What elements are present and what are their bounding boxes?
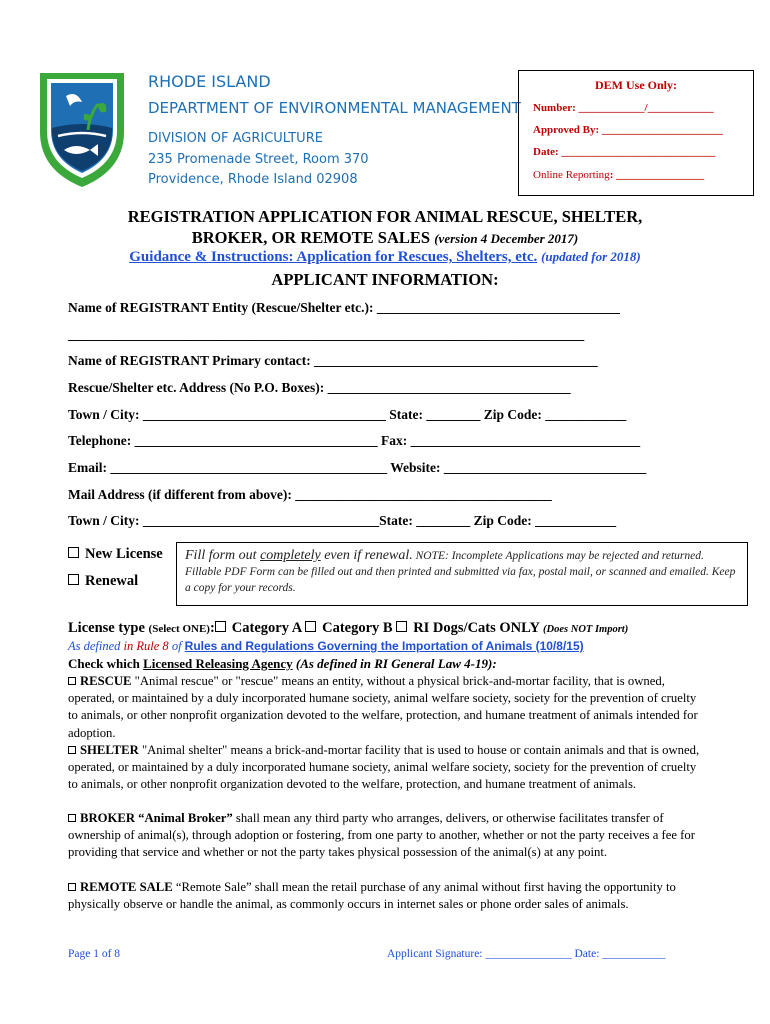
- does-not-import-note: (Does NOT Import): [543, 624, 629, 635]
- guidance-row: [0, 249, 770, 266]
- dem-approved-field[interactable]: Approved By: ______________________: [533, 124, 723, 136]
- instr-lead: Fill form out: [185, 548, 261, 563]
- check-p1: Check which: [68, 656, 144, 671]
- shelter-definition: [68, 742, 708, 794]
- town-state-zip-field[interactable]: Town / City: ____________________________________ State: ________ Zip Code: ____________: [68, 407, 627, 422]
- instr-renewal: even if renewal.: [320, 548, 413, 563]
- registrant-entity-continued[interactable]: ________________________________________________________________________________: [68, 327, 585, 342]
- shelter-term: SHELTER: [80, 743, 139, 757]
- category-b-label: Category B: [322, 620, 397, 636]
- page-number: Page 1 of 8: [68, 948, 121, 960]
- dem-online-label: Online Reporting: [533, 169, 610, 181]
- form-title-main: BROKER, OR REMOTE SALES: [191, 228, 431, 247]
- instr-completely: completely: [260, 548, 321, 563]
- address-field[interactable]: Rescue/Shelter etc. Address (No P.O. Boxes): ____________________________________: [68, 380, 571, 395]
- ri-dem-logo: [36, 70, 128, 190]
- broker-checkbox[interactable]: [68, 814, 76, 822]
- license-type-label: License type: [68, 620, 149, 636]
- shelter-text: "Animal shelter" means a brick-and-mortar facility that is used to house or contain animals and that is owned, operated, or maintained by a duly incorporated humane society, animal welfare society, society for the prevention of cruelty to animals, or other nonprofit organization devoted to the welfare, protection, and humane treatment of animals.: [68, 743, 700, 792]
- instr-note: NOTE: Incomplete Applications may be rejected and returned. Fillable PDF Form can be filled out and then printed and submitted via fax, postal mail, or scanned and emailed. Keep a copy for your records.: [185, 550, 736, 594]
- guidance-note: (updated for 2018): [541, 249, 641, 264]
- rescue-checkbox[interactable]: [68, 677, 76, 685]
- rescue-definition: [68, 673, 708, 742]
- section-applicant-info: APPLICANT INFORMATION:: [271, 270, 499, 289]
- check-agency-heading: [68, 656, 497, 672]
- org-state: RHODE ISLAND: [148, 72, 271, 91]
- rule-reference: [68, 639, 584, 654]
- category-a-label: Category A: [231, 620, 306, 636]
- new-license-label: New License: [85, 546, 163, 562]
- ri-dogs-cats-label: RI Dogs/Cats ONLY: [413, 620, 544, 636]
- rules-regulations-link[interactable]: Rules and Regulations Governing the Importation of Animals (10/8/15): [184, 639, 584, 653]
- remote-sale-checkbox[interactable]: [68, 883, 76, 891]
- dem-date-field[interactable]: Date: ____________________________: [533, 146, 716, 158]
- guidance-link[interactable]: Guidance & Instructions: Application for Rescues, Shelters, etc.: [129, 249, 538, 265]
- mail-address-field[interactable]: Mail Address (if different from above): ______________________________________: [68, 487, 552, 502]
- check-p2: (As defined in RI General Law 4-19):: [292, 656, 497, 671]
- email-website-field[interactable]: Email: _________________________________________ Website: ______________________________: [68, 460, 647, 475]
- category-b-checkbox[interactable]: [305, 621, 316, 632]
- renewal-label: Renewal: [85, 573, 139, 589]
- remote-sale-term: REMOTE SALE: [80, 880, 173, 894]
- form-title-line2: [0, 228, 770, 248]
- form-version: (version 4 December 2017): [434, 231, 579, 246]
- form-title-line1: REGISTRATION APPLICATION FOR ANIMAL RESCUE, SHELTER,: [127, 207, 643, 226]
- category-a-checkbox[interactable]: [215, 621, 226, 632]
- rule-p1: As defined: [68, 639, 124, 653]
- ri-dogs-cats-checkbox[interactable]: [396, 621, 407, 632]
- org-city: Providence, Rhode Island 02908: [148, 172, 358, 187]
- signature-date-field[interactable]: Applicant Signature: _______________ Date: ___________: [387, 948, 666, 960]
- dem-online-field[interactable]: [533, 169, 704, 181]
- dem-online-blank: : ________________: [609, 169, 705, 181]
- rule-p3: of: [168, 639, 185, 653]
- org-division: DIVISION OF AGRICULTURE: [148, 131, 323, 146]
- new-license-option[interactable]: [68, 546, 163, 563]
- license-type-select: (Select ONE): [148, 623, 210, 635]
- new-license-checkbox[interactable]: [68, 547, 79, 558]
- telephone-fax-field[interactable]: Telephone: ____________________________________ Fax: __________________________________: [68, 433, 641, 448]
- instructions-box: [176, 542, 748, 606]
- dem-title: DEM Use Only:: [595, 78, 677, 92]
- rescue-term: RESCUE: [80, 674, 132, 688]
- rescue-text: "Animal rescue" or "rescue" means an entity, without a physical brick-and-mortar facility, that is owned, operated, or maintained by a duly incorporated humane society, animal welfare society, society for the prevention of cruelty to animals, or other nonprofit organization devoted to the welfare, protection, and humane treatment of animals intended for adoption.: [68, 674, 698, 740]
- remote-sale-definition: [68, 879, 708, 913]
- license-type-row: [68, 620, 628, 637]
- org-department: DEPARTMENT OF ENVIRONMENTAL MANAGEMENT: [148, 99, 521, 117]
- mail-town-state-zip-field[interactable]: Town / City: ___________________________________State: ________ Zip Code: ____________: [68, 513, 617, 528]
- broker-definition: [68, 810, 708, 862]
- check-agency: Licensed Releasing Agency: [143, 656, 293, 671]
- broker-term: BROKER “Animal Broker”: [80, 811, 233, 825]
- renewal-option[interactable]: [68, 573, 138, 590]
- org-street: 235 Promenade Street, Room 370: [148, 152, 369, 167]
- broker-text: shall mean any third party who arranges, delivers, or otherwise facilitates transfer of ownership of animal(s), through adoption or fostering, from one party to another, whether or not the party receives a fee for providing that service and whether or not the party takes physical possession of the animal(s) at any point.: [68, 811, 695, 860]
- dem-number-field[interactable]: Number: ____________/____________: [533, 102, 714, 114]
- dem-use-box: [518, 70, 754, 196]
- renewal-checkbox[interactable]: [68, 574, 79, 585]
- rule-p2: in Rule 8: [123, 639, 169, 653]
- license-type-colon: :: [209, 620, 215, 636]
- shelter-checkbox[interactable]: [68, 746, 76, 754]
- remote-sale-text: “Remote Sale” shall mean the retail purchase of any animal without first having the opportunity to physically observe or handle the animal, as commonly occurs in internet sales or phone order sales of animals.: [68, 880, 676, 912]
- primary-contact-field[interactable]: Name of REGISTRANT Primary contact: __________________________________________: [68, 353, 598, 368]
- registrant-entity-field[interactable]: Name of REGISTRANT Entity (Rescue/Shelter etc.): ____________________________________: [68, 300, 620, 315]
